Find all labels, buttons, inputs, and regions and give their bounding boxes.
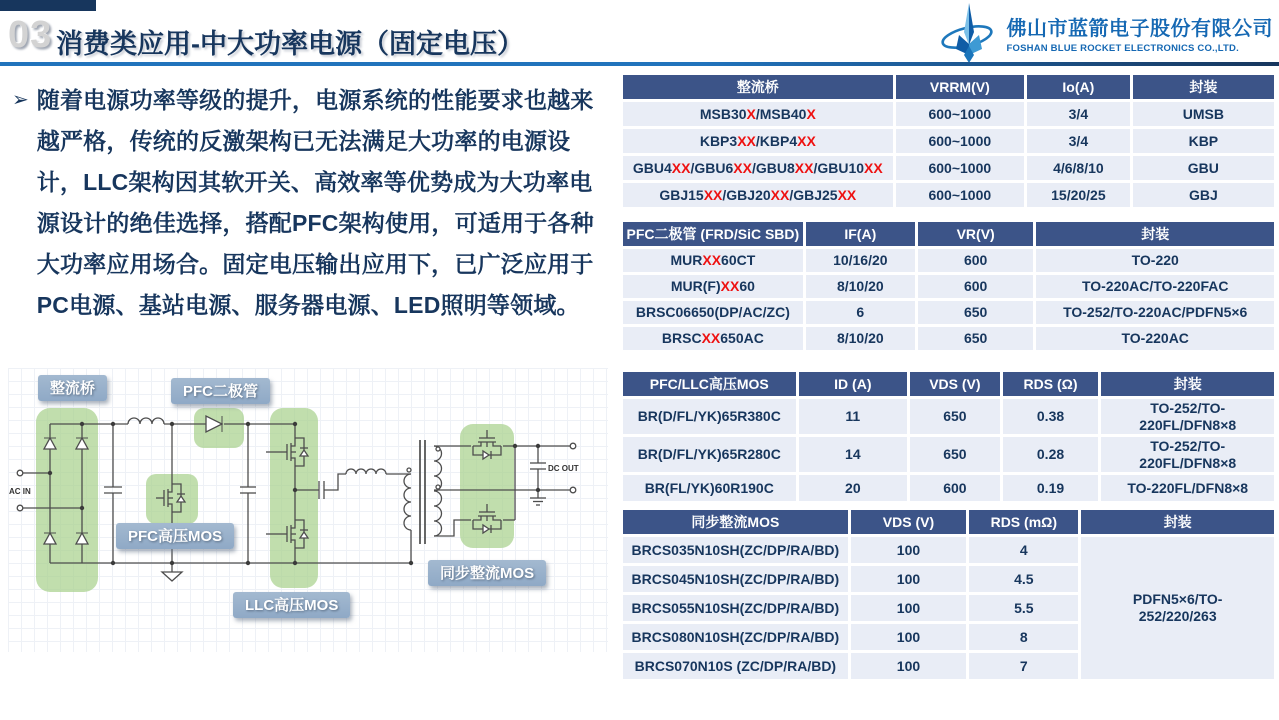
column-header: 封装 [1101, 372, 1274, 396]
dc-out-label: DC OUT [548, 464, 579, 473]
column-header: 封装 [1036, 222, 1274, 246]
power-supply-schematic [8, 368, 608, 652]
part-number-cell: BR(D/FL/YK)65R380C [623, 399, 796, 434]
value-cell: 600~1000 [896, 129, 1024, 153]
column-header: RDS (mΩ) [969, 510, 1078, 534]
value-cell: GBJ [1133, 183, 1274, 207]
value-cell: 0.28 [1003, 437, 1099, 472]
package-cell: PDFN5×6/TO- 252/220/263 [1081, 537, 1274, 679]
table-row [623, 249, 1274, 272]
table-row [623, 475, 1274, 501]
value-cell: 100 [851, 624, 967, 650]
part-number-cell: BRCS070N10S (ZC/DP/RA/BD) [623, 653, 848, 679]
column-header: 同步整流MOS [623, 510, 848, 534]
arrow-bullet-icon: ➢ [12, 89, 29, 111]
part-number-cell: BRSCXX650AC [623, 327, 803, 350]
value-cell: KBP [1133, 129, 1274, 153]
pfc-diode-table [620, 219, 1277, 353]
ac-terminal [17, 505, 23, 511]
part-number-cell: BRCS080N10SH(ZC/DP/RA/BD) [623, 624, 848, 650]
value-cell: 15/20/25 [1027, 183, 1130, 207]
value-cell: 4.5 [969, 566, 1078, 592]
value-cell: 0.19 [1003, 475, 1099, 501]
label-sync-rect-mos: 同步整流MOS [428, 560, 546, 586]
column-header: PFC二极管 (FRD/SiC SBD) [623, 222, 803, 246]
value-cell: 100 [851, 595, 967, 621]
table-row [623, 129, 1274, 153]
value-cell: 4/6/8/10 [1027, 156, 1130, 180]
value-cell: 14 [799, 437, 908, 472]
winding-dot [436, 447, 440, 451]
rectifier-bridge-grid [620, 72, 1277, 210]
part-number-cell: BRCS035N10SH(ZC/DP/RA/BD) [623, 537, 848, 563]
column-header: VRRM(V) [896, 75, 1024, 99]
pfc-llc-hv-mos-table [620, 369, 1277, 504]
column-header: 整流桥 [623, 75, 893, 99]
table-row [623, 301, 1274, 324]
part-number-cell: BR(FL/YK)60R190C [623, 475, 796, 501]
rocket-logo-icon [935, 2, 1007, 64]
part-number-cell: MSB30X/MSB40X [623, 102, 893, 126]
part-number-cell: BRCS055N10SH(ZC/DP/RA/BD) [623, 595, 848, 621]
part-number-cell: MUR(F)XX60 [623, 275, 803, 298]
winding-dot [407, 468, 411, 472]
table-row [623, 183, 1274, 207]
value-cell: 6 [806, 301, 915, 324]
label-pfc-hv-mos: PFC高压MOS [116, 523, 234, 549]
company-name-cn: 佛山市蓝箭电子股份有限公司 [1006, 18, 1273, 40]
value-cell: GBU [1133, 156, 1274, 180]
page-number: 03 [8, 14, 53, 56]
part-number-cell: GBU4XX/GBU6XX/GBU8XX/GBU10XX [623, 156, 893, 180]
value-cell: 100 [851, 653, 967, 679]
column-header: VR(V) [918, 222, 1034, 246]
value-cell: TO-220AC [1036, 327, 1274, 350]
value-cell: 8/10/20 [806, 327, 915, 350]
winding-dot [436, 485, 440, 489]
value-cell: TO-220AC/TO-220FAC [1036, 275, 1274, 298]
value-cell: 10/16/20 [806, 249, 915, 272]
value-cell: 0.38 [1003, 399, 1099, 434]
table-row [623, 156, 1274, 180]
value-cell: 650 [918, 301, 1034, 324]
value-cell: 600 [918, 275, 1034, 298]
value-cell: 20 [799, 475, 908, 501]
company-logo [935, 2, 1274, 64]
column-header: PFC/LLC高压MOS [623, 372, 796, 396]
pfc-diode-highlight [194, 408, 244, 448]
table-row [623, 537, 1274, 563]
value-cell: TO-220 [1036, 249, 1274, 272]
value-cell: 3/4 [1027, 129, 1130, 153]
part-number-cell: BRCS045N10SH(ZC/DP/RA/BD) [623, 566, 848, 592]
column-header: RDS (Ω) [1003, 372, 1099, 396]
llc-mos-highlight [270, 408, 318, 588]
part-number-cell: GBJ15XX/GBJ20XX/GBJ25XX [623, 183, 893, 207]
label-llc-hv-mos: LLC高压MOS [233, 592, 350, 618]
value-cell: 650 [910, 437, 999, 472]
value-cell: TO-252/TO- 220FL/DFN8×8 [1101, 399, 1274, 434]
value-cell: TO-220FL/DFN8×8 [1101, 475, 1274, 501]
value-cell: 650 [910, 399, 999, 434]
part-number-cell: MURXX60CT [623, 249, 803, 272]
ground-symbol [162, 572, 182, 581]
top-left-accent-bar [0, 0, 96, 11]
sync-rect-mos-table [620, 507, 1277, 682]
value-cell: 100 [851, 537, 967, 563]
column-header: IF(A) [806, 222, 915, 246]
table-row [623, 437, 1274, 472]
pfc-llc-hv-mos-grid [620, 369, 1277, 504]
column-header: 封装 [1081, 510, 1274, 534]
label-pfc-diode: PFC二极管 [171, 378, 270, 404]
column-header: VDS (V) [851, 510, 967, 534]
bridge-highlight [36, 408, 98, 592]
value-cell: 600 [910, 475, 999, 501]
value-cell: 8 [969, 624, 1078, 650]
value-cell: 650 [918, 327, 1034, 350]
intro-text: 随着电源功率等级的提升，电源系统的性能要求也越来越严格，传统的反激架构已无法满足大功率的电源设计，LLC架构因其软开关、高效率等优势成为大功率电源设计的绝佳选择，搭配PFC架构使用，可适用于各种大功率应用场合。固定电压输出应用下，已广泛应用于PC电源、基站电源、服务器电源、LED照明等领域。 [36, 87, 594, 318]
value-cell: 600~1000 [896, 156, 1024, 180]
company-name-en: FOSHAN BLUE ROCKET ELECTRONICS CO.,LTD. [1006, 43, 1239, 54]
table-row [623, 327, 1274, 350]
table-row [623, 399, 1274, 434]
value-cell: TO-252/TO-220AC/PDFN5×6 [1036, 301, 1274, 324]
value-cell: 600~1000 [896, 183, 1024, 207]
intro-section [12, 80, 612, 326]
column-header: VDS (V) [910, 372, 999, 396]
part-number-cell: BRSC06650(DP/AC/ZC) [623, 301, 803, 324]
value-cell: UMSB [1133, 102, 1274, 126]
dc-terminal [570, 443, 576, 449]
value-cell: 4 [969, 537, 1078, 563]
value-cell: 11 [799, 399, 908, 434]
dc-terminal [570, 487, 576, 493]
value-cell: 3/4 [1027, 102, 1130, 126]
value-cell: 100 [851, 566, 967, 592]
value-cell: 5.5 [969, 595, 1078, 621]
part-number-cell: BR(D/FL/YK)65R280C [623, 437, 796, 472]
table-row [623, 275, 1274, 298]
table-row [623, 102, 1274, 126]
value-cell: 600~1000 [896, 102, 1024, 126]
value-cell: 8/10/20 [806, 275, 915, 298]
column-header: 封装 [1133, 75, 1274, 99]
column-header: ID (A) [799, 372, 908, 396]
value-cell: TO-252/TO- 220FL/DFN8×8 [1101, 437, 1274, 472]
page-title: 消费类应用-中大功率电源（固定电压） [56, 29, 524, 59]
rectifier-bridge-table [620, 72, 1277, 210]
part-number-cell: KBP3XX/KBP4XX [623, 129, 893, 153]
value-cell: 7 [969, 653, 1078, 679]
label-rectifier-bridge: 整流桥 [38, 375, 107, 401]
value-cell: 600 [918, 249, 1034, 272]
ac-terminal [17, 470, 23, 476]
sync-rect-mos-grid [620, 507, 1277, 682]
header-underline [0, 62, 1279, 66]
product-tables [620, 72, 1277, 692]
column-header: Io(A) [1027, 75, 1130, 99]
pfc-diode-grid [620, 219, 1277, 353]
ac-in-label: AC IN [9, 487, 31, 496]
